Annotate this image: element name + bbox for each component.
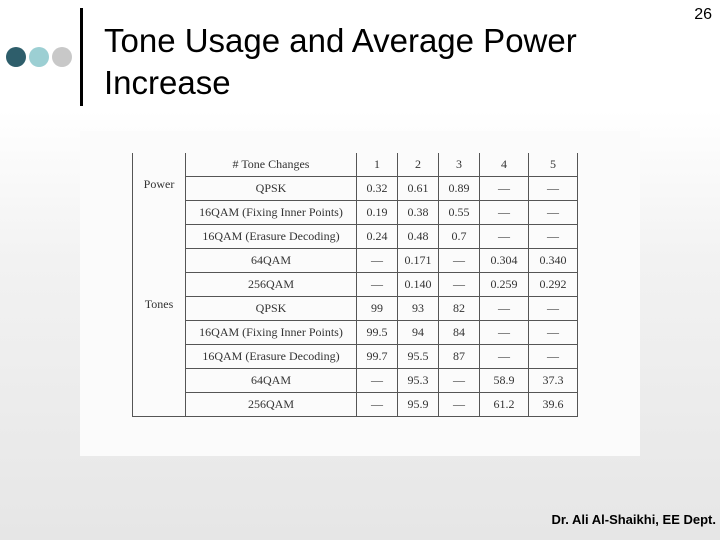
table-cell: 61.2 [480,393,529,417]
slide-title: Tone Usage and Average Power Increase [104,22,577,101]
dark-teal-dot [6,47,26,67]
table-cell: 87 [439,345,480,369]
title-divider [80,8,83,106]
table-cell: — [529,225,578,249]
table-row [133,321,578,345]
table-cell: 95.3 [398,369,439,393]
scheme-label: 256QAM [186,393,357,417]
table-cell: — [529,177,578,201]
header-col-3: 3 [439,153,480,177]
table-cell: — [529,201,578,225]
table-cell: — [357,249,398,273]
table-cell: — [529,321,578,345]
table-cell: — [529,297,578,321]
table-cell: 99.7 [357,345,398,369]
table-cell: 37.3 [529,369,578,393]
results-table [132,153,578,417]
table-row [133,297,578,321]
table-cell: — [357,273,398,297]
table-row [133,201,578,225]
table-cell: 0.24 [357,225,398,249]
table-cell: 0.259 [480,273,529,297]
table-cell: — [480,345,529,369]
table-row [133,273,578,297]
table-image-panel [80,131,640,456]
table-cell: 0.61 [398,177,439,201]
table-row [133,177,578,201]
scheme-label: 16QAM (Erasure Decoding) [186,345,357,369]
table-cell: — [357,369,398,393]
table-cell: — [439,369,480,393]
scheme-label: 16QAM (Erasure Decoding) [186,225,357,249]
table-cell: 0.89 [439,177,480,201]
header-col-2: 2 [398,153,439,177]
table-cell: — [439,393,480,417]
scheme-label: 64QAM [186,249,357,273]
table-cell: 39.6 [529,393,578,417]
scheme-label: 16QAM (Fixing Inner Points) [186,201,357,225]
table-cell: 93 [398,297,439,321]
table-row [133,369,578,393]
table-row [133,393,578,417]
table-cell: 0.340 [529,249,578,273]
table-cell: 58.9 [480,369,529,393]
light-teal-dot [29,47,49,67]
table-cell: 0.48 [398,225,439,249]
slide-footer: Dr. Ali Al-Shaikhi, EE Dept. [551,512,716,527]
scheme-label: 256QAM [186,273,357,297]
scheme-label: 16QAM (Fixing Inner Points) [186,321,357,345]
table-cell: — [439,273,480,297]
decorative-dots [6,47,72,67]
header-col-5: 5 [529,153,578,177]
group-label-power: Power [133,177,186,297]
table-row [133,249,578,273]
header-col-4: 4 [480,153,529,177]
table-cell: — [357,393,398,417]
table-cell: 94 [398,321,439,345]
table-row [133,345,578,369]
header-tone-changes: # Tone Changes [186,153,357,177]
table-cell: — [480,321,529,345]
scheme-label: 64QAM [186,369,357,393]
table-cell: 95.5 [398,345,439,369]
group-header-blank [133,153,186,177]
table-cell: 0.7 [439,225,480,249]
table-cell: 0.292 [529,273,578,297]
table-cell: 0.304 [480,249,529,273]
table-cell: 95.9 [398,393,439,417]
table-cell: — [480,297,529,321]
table-cell: 0.32 [357,177,398,201]
gray-dot [52,47,72,67]
table-cell: — [529,345,578,369]
table-row [133,225,578,249]
slide-number: 26 [694,6,712,23]
table-cell: 0.55 [439,201,480,225]
table-cell: — [480,201,529,225]
group-label-tones: Tones [133,297,186,417]
scheme-label: QPSK [186,177,357,201]
table-cell: — [480,225,529,249]
table-cell: 0.38 [398,201,439,225]
table-cell: 0.171 [398,249,439,273]
header-col-1: 1 [357,153,398,177]
table-header-row [133,153,578,177]
scheme-label: QPSK [186,297,357,321]
table-cell: 0.140 [398,273,439,297]
table-cell: — [439,249,480,273]
table-cell: 82 [439,297,480,321]
table-cell: 99 [357,297,398,321]
table-cell: 84 [439,321,480,345]
table-cell: 99.5 [357,321,398,345]
table-cell: — [480,177,529,201]
table-cell: 0.19 [357,201,398,225]
